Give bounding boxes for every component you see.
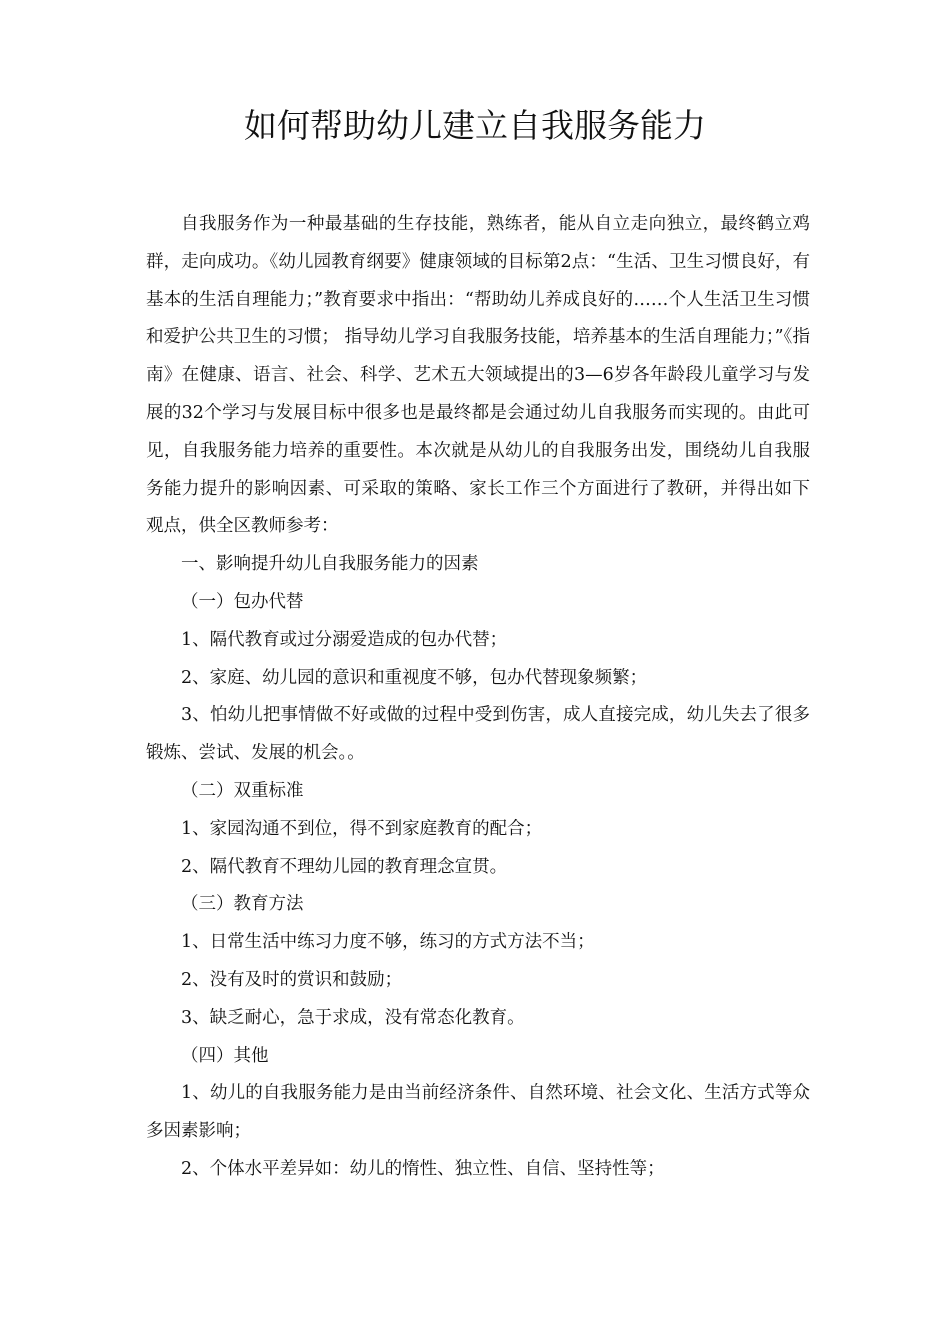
list-item: 1、隔代教育或过分溺爱造成的包办代替； [181, 629, 508, 650]
list-item: 2、家庭、幼儿园的意识和重视度不够，包办代替现象频繁； [181, 667, 648, 688]
list-item: 2、没有及时的赏识和鼓励； [181, 969, 403, 990]
subsection-heading-methods: （三）教育方法 [181, 894, 304, 915]
section-heading-factors: 一、影响提升幼儿自我服务能力的因素 [181, 554, 479, 575]
subsection-heading-other: （四）其他 [181, 1045, 269, 1066]
list-item: 2、个体水平差异如：幼儿的惰性、独立性、自信、坚持性等； [181, 1158, 665, 1179]
intro-paragraph: 自我服务作为一种最基础的生存技能，熟练者，能从自立走向独立，最终鹤立鸡群，走向成功。《幼儿园教育纲要》健康领域的目标第2点：“生活、卫生习惯良好，有基本的生活自理能力；”教育要求中指出：“帮助幼儿养成良好的……个人生活卫生习惯和爱护公共卫生的习惯； 指导幼儿学习自我服务技能，培养基本的生活自理能力；”《指南》在健康、语言、社会、科学、艺术五大领域提出的3—6岁各年龄段儿童学习与发展的32个学习与发展目标中很多也是最终都是会通过幼儿自我服务而实现的。由此可见，自我服务能力培养的重要性。本次就是从幼儿的自我服务出发，围绕幼儿自我服务能力提升的影响因素、可采取的策略、家长工作三个方面进行了教研，并得出如下观点，供全区教师参考： [146, 214, 810, 537]
subsection-heading-substitution: （一）包办代替 [181, 591, 304, 612]
list-item: 2、隔代教育不理幼儿园的教育理念宣贯。 [181, 856, 508, 877]
list-item: 3、缺乏耐心，急于求成，没有常态化教育。 [181, 1007, 525, 1028]
document-body [146, 206, 810, 1189]
list-item: 3、怕幼儿把事情做不好或做的过程中受到伤害，成人直接完成，幼儿失去了很多锻炼、尝试、发展的机会。。 [146, 705, 810, 764]
list-item: 1、幼儿的自我服务能力是由当前经济条件、自然环境、社会文化、生活方式等众多因素影响； [146, 1083, 810, 1142]
list-item: 1、日常生活中练习力度不够，练习的方式方法不当； [181, 932, 595, 953]
document-title: 如何帮助幼儿建立自我服务能力 [244, 106, 706, 145]
list-item: 1、家园沟通不到位，得不到家庭教育的配合； [181, 818, 543, 839]
subsection-heading-double-standard: （二）双重标准 [181, 780, 304, 801]
